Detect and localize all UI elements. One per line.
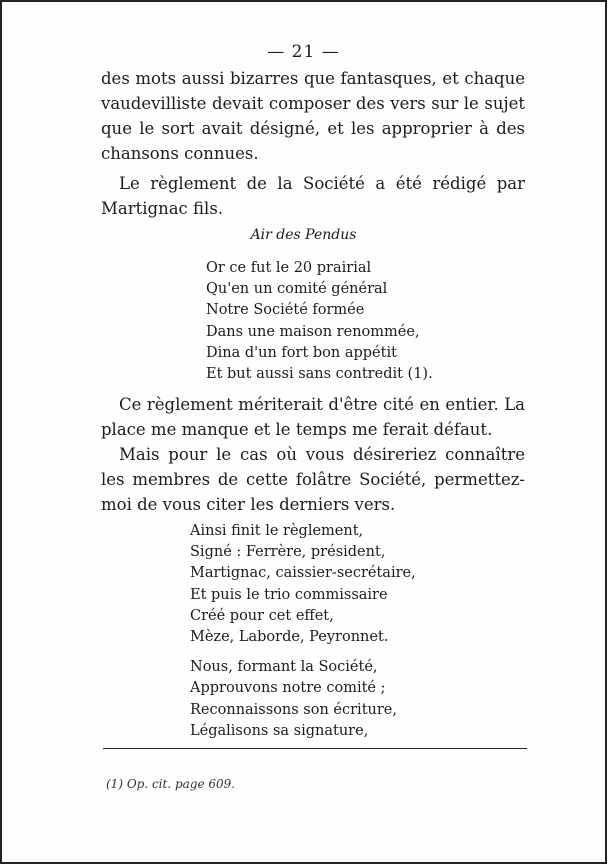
paragraph-continuation: des mots aussi bizarres que fantasques, et chaque vaudevilliste devait composer des vers sur le sujet que le sort avait désigné, et les approprier à des chansons connues.: [101, 69, 525, 163]
paragraph-members-intro: Mais pour le cas où vous désireriez connaître les membres de cette folâtre Société, permettez-moi de vous citer les derniers vers.: [101, 445, 525, 514]
paragraph-reglement-author: Le règlement de la Société a été rédigé par Martignac fils.: [101, 174, 525, 218]
poem-air-title: Air des Pendus: [250, 227, 357, 243]
footnote: (1) Op. cit. page 609.: [106, 777, 236, 791]
verse-line: Légalisons sa signature,: [190, 722, 369, 739]
verse-line: Approuvons notre comité ;: [190, 680, 386, 697]
verse-line: Dans une maison renommée,: [206, 323, 420, 340]
verse-line: Mèze, Laborde, Peyronnet.: [190, 629, 389, 646]
poem-reglement-opening: [206, 258, 433, 385]
verse-line: Qu'en un comité général: [206, 281, 388, 298]
verse-line: Reconnaissons son écriture,: [190, 701, 397, 718]
poem-reglement-closing: [190, 521, 416, 742]
verse-line: Créé pour cet effet,: [190, 607, 334, 624]
verse-line: Ainsi finit le règlement,: [190, 523, 364, 539]
verse-line: Signé : Ferrère, président,: [190, 544, 386, 561]
page-number: — 21 —: [267, 42, 340, 62]
verse-line: Martignac, caissier-secrétaire,: [190, 565, 416, 582]
footnote-divider: [103, 748, 527, 749]
paragraph-citation-note: Ce règlement mériterait d'être cité en entier. La place me manque et le temps me ferait défaut.: [101, 395, 525, 439]
verse-line: Dina d'un fort bon appétit: [206, 344, 397, 361]
verse-line: Nous, formant la Société,: [190, 659, 378, 676]
verse-line: Et but aussi sans contredit (1).: [206, 366, 433, 383]
verse-line: Notre Société formée: [206, 302, 365, 319]
verse-line: Or ce fut le 20 prairial: [206, 260, 372, 276]
verse-line: Et puis le trio commissaire: [190, 586, 388, 603]
